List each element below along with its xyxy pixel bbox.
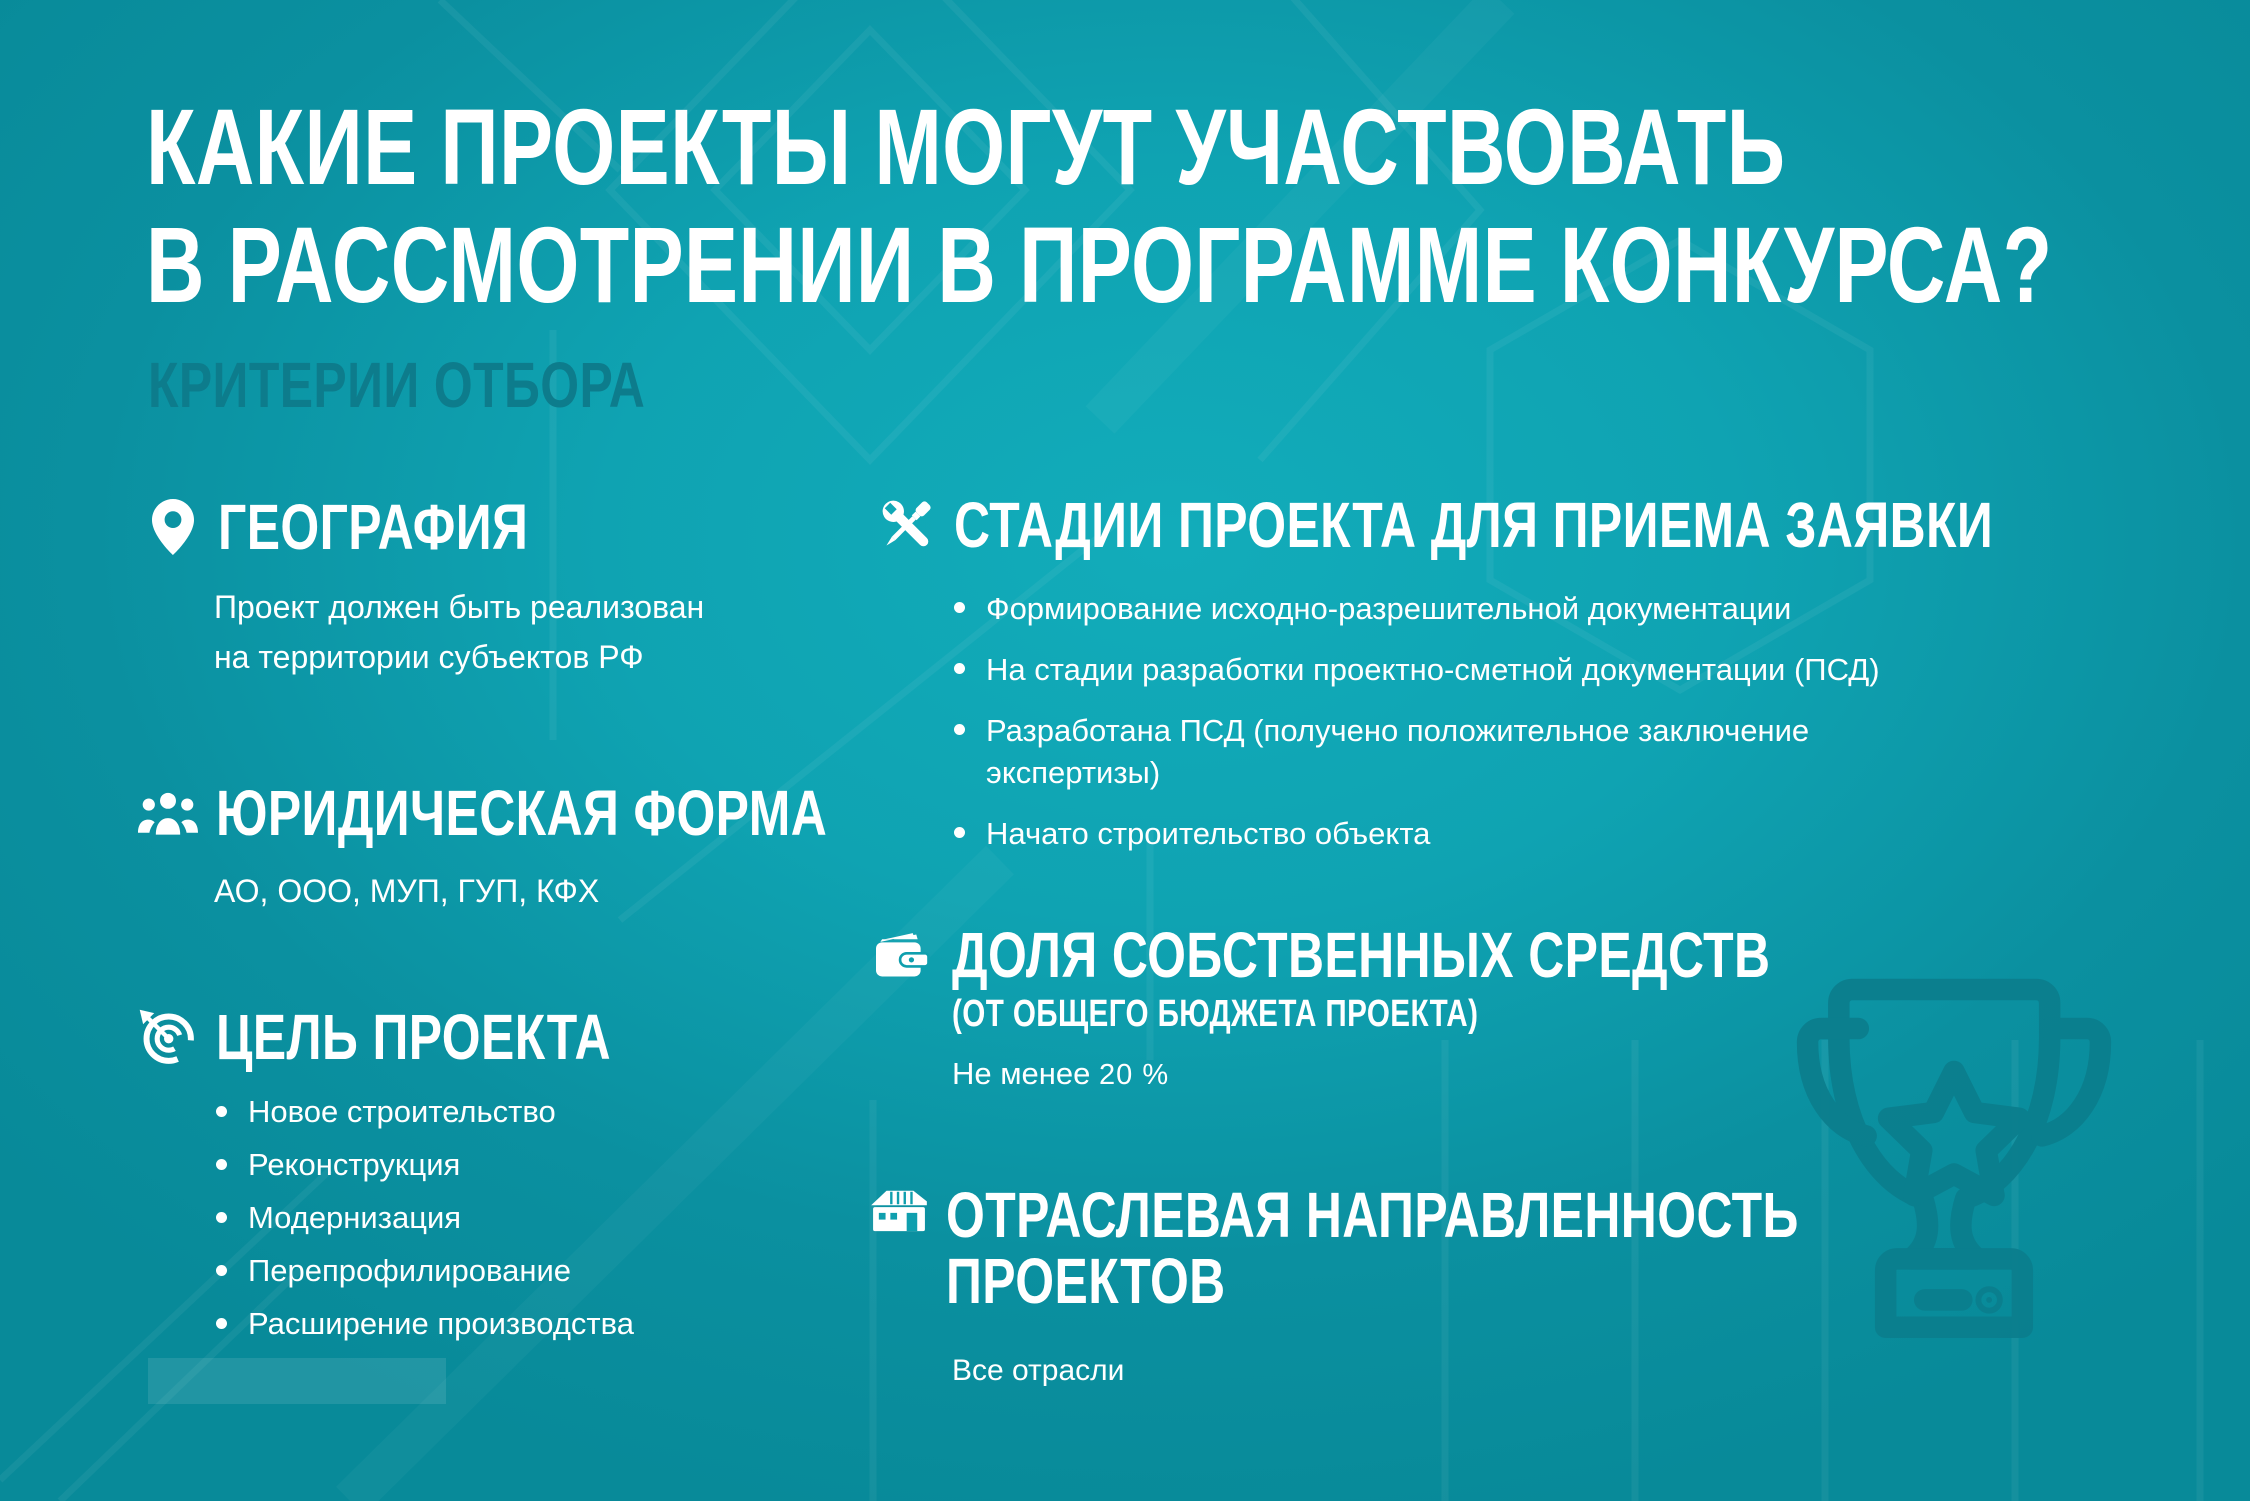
list-item: Перепрофилирование <box>214 1251 634 1291</box>
project-goal-title: ЦЕЛЬ ПРОЕКТА <box>216 1001 611 1073</box>
section-project-goal-heading <box>138 1001 722 1073</box>
trophy-icon <box>1778 968 2130 1378</box>
tools-icon <box>876 494 938 556</box>
legal-form-title: ЮРИДИЧЕСКАЯ ФОРМА <box>216 777 828 849</box>
target-icon <box>138 1008 196 1066</box>
list-item: Расширение производства <box>214 1304 634 1344</box>
page-title-line1: КАКИЕ ПРОЕКТЫ МОГУТ УЧАСТВОВАТЬ <box>146 86 1786 207</box>
section-stages-heading <box>876 489 2250 561</box>
stages-title: СТАДИИ ПРОЕКТА ДЛЯ ПРИЕМА ЗАЯВКИ <box>954 489 1994 561</box>
own-funds-title: ДОЛЯ СОБСТВЕННЫХ СРЕДСТВ <box>952 919 1771 991</box>
geography-title: ГЕОГРАФИЯ <box>218 491 529 563</box>
geography-body: Проект должен быть реализован на территории субъектов РФ <box>214 589 705 675</box>
wallet-icon <box>876 931 932 979</box>
faded-highlight-box <box>148 1358 446 1404</box>
page-title <box>146 88 2250 324</box>
list-item: Формирование исходно-разрешительной документации <box>952 588 1892 630</box>
own-funds-prefix: Не менее <box>952 1056 1091 1091</box>
list-item: Реконструкция <box>214 1145 634 1185</box>
industry-title-line2: ПРОЕКТОВ <box>946 1245 1226 1317</box>
industry-title-line1: ОТРАСЛЕВАЯ НАПРАВЛЕННОСТЬ <box>946 1179 1799 1251</box>
list-item: Модернизация <box>214 1198 634 1238</box>
list-item: Начато строительство объекта <box>952 813 1892 855</box>
section-geography-heading <box>152 491 616 563</box>
list-item: Разработана ПСД (получено положительное заключение экспертизы) <box>952 710 1892 794</box>
own-funds-subtitle: (ОТ ОБЩЕГО БЮДЖЕТА ПРОЕКТА) <box>952 993 1479 1035</box>
project-goal-list <box>214 1092 634 1357</box>
stages-list <box>952 588 1892 874</box>
own-funds-value: 20 % <box>1099 1059 1170 1091</box>
page-subtitle: КРИТЕРИИ ОТБОРА <box>148 349 646 421</box>
list-item: Новое строительство <box>214 1092 634 1132</box>
section-legal-form-heading <box>138 777 1000 849</box>
industry-body: Все отрасли <box>952 1354 1125 1387</box>
map-pin-icon <box>152 499 194 555</box>
people-icon <box>138 791 198 835</box>
legal-form-body: АО, ООО, МУП, ГУП, КФХ <box>214 873 600 909</box>
page-title-line2: В РАССМОТРЕНИИ В ПРОГРАММЕ КОНКУРСА? <box>146 204 2053 325</box>
own-funds-value-line <box>952 1056 1169 1092</box>
list-item: На стадии разработки проектно-сметной документации (ПСД) <box>952 649 1892 691</box>
factory-icon <box>868 1186 930 1234</box>
